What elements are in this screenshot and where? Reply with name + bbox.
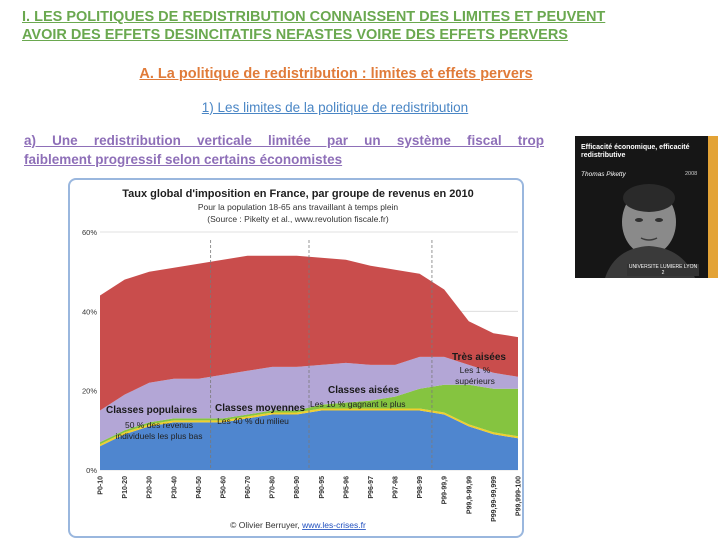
book-year: 2008 xyxy=(685,171,698,177)
group-desc-populaires-1: 50 % des revenus xyxy=(124,420,194,430)
x-tick-label: P99-99,9 xyxy=(441,475,449,505)
book-title-line1: Efficacité économique, efficacité xyxy=(581,144,690,151)
y-tick-label: 60% xyxy=(81,228,97,237)
x-tick-label: P0-10 xyxy=(97,476,105,495)
heading-aa-line2: faiblement progressif selon certains économistes xyxy=(24,152,343,167)
group-desc-moyennes-1: Les 40 % du milieu xyxy=(217,416,289,426)
x-tick-label: P50-60 xyxy=(220,475,228,499)
x-tick-label: P90-95 xyxy=(318,476,326,499)
x-tick-label: P95-96 xyxy=(343,476,351,499)
book-spine xyxy=(708,136,718,278)
chart-subtitle: Pour la population 18-65 ans travaillant à temps plein xyxy=(197,202,399,212)
y-tick-label: 20% xyxy=(81,386,97,396)
chart-source: (Source : Pikelty et al., www.revolution fiscale.fr) xyxy=(207,214,389,224)
book-cover-image xyxy=(575,136,718,278)
chart-credit xyxy=(230,520,366,530)
book-title-line2: redistributive xyxy=(581,152,626,159)
chart-frame xyxy=(68,178,524,538)
x-tick-label: P70-80 xyxy=(269,475,277,499)
heading-main-line2: AVOIR DES EFFETS DESINCITATIFS NEFASTES VOIRE DES EFFETS PERVERS xyxy=(22,27,568,43)
x-tick-label: P97-98 xyxy=(392,476,400,499)
chart-credit-link[interactable]: www.les-crises.fr xyxy=(302,520,366,530)
group-title-tres-aisees: Très aisées xyxy=(452,352,506,363)
x-tick-label: P98-99 xyxy=(417,475,425,499)
slide-heading-aa xyxy=(24,131,544,169)
x-tick-label: P99,999-100 xyxy=(515,476,523,517)
group-desc-populaires-2: individuels les plus bas xyxy=(115,431,203,441)
group-title-moyennes: Classes moyennes xyxy=(215,403,306,414)
group-title-aisees: Classes aisées xyxy=(328,385,400,396)
x-tick-label: P96-97 xyxy=(368,476,375,499)
chart-credit-prefix: © Olivier Berruyer, xyxy=(230,520,303,530)
group-desc-tres-aisees-1: Les 1 % xyxy=(459,365,491,375)
chart-title: Taux global d'imposition en France, par groupe de revenus en 2010 xyxy=(122,188,474,200)
book-title xyxy=(581,144,699,160)
x-tick-label: P99,9-99,99 xyxy=(466,475,474,515)
x-tick-label: P30-40 xyxy=(171,476,179,499)
x-tick-label: P10-20 xyxy=(122,476,130,499)
x-tick-label: P80-90 xyxy=(294,475,302,499)
group-desc-tres-aisees-2: supérieurs xyxy=(455,376,495,386)
slide-heading-a: A. La politique de redistribution : limites et effets pervers xyxy=(139,66,533,82)
group-title-populaires: Classes populaires xyxy=(106,405,198,416)
x-tick-label: P99,99-99,999 xyxy=(490,475,498,522)
y-tick-label: 40% xyxy=(81,307,97,317)
y-tick-label: 0% xyxy=(86,466,97,475)
slide-heading-1: 1) Les limites de la politique de redistribution xyxy=(201,100,469,115)
heading-aa-line1: a) Une redistribution verticale limitée par un système fiscal trop xyxy=(24,133,544,148)
tax-rate-area-chart xyxy=(70,180,524,538)
x-tick-label: P20-30 xyxy=(146,476,154,499)
heading-main-line1: I. LES POLITIQUES DE REDISTRIBUTION CONNAISSENT DES LIMITES ET PEUVENT xyxy=(22,9,606,25)
x-tick-label: P40-50 xyxy=(195,476,203,499)
book-publisher: UNIVERSITE LUMIERE LYON 2 xyxy=(628,264,698,276)
group-desc-aisees-1: Les 10 % gagnant le plus xyxy=(310,399,406,409)
book-author: Thomas Piketty xyxy=(581,171,626,178)
slide-heading-main xyxy=(22,8,712,44)
x-tick-label: P60-70 xyxy=(245,475,252,499)
